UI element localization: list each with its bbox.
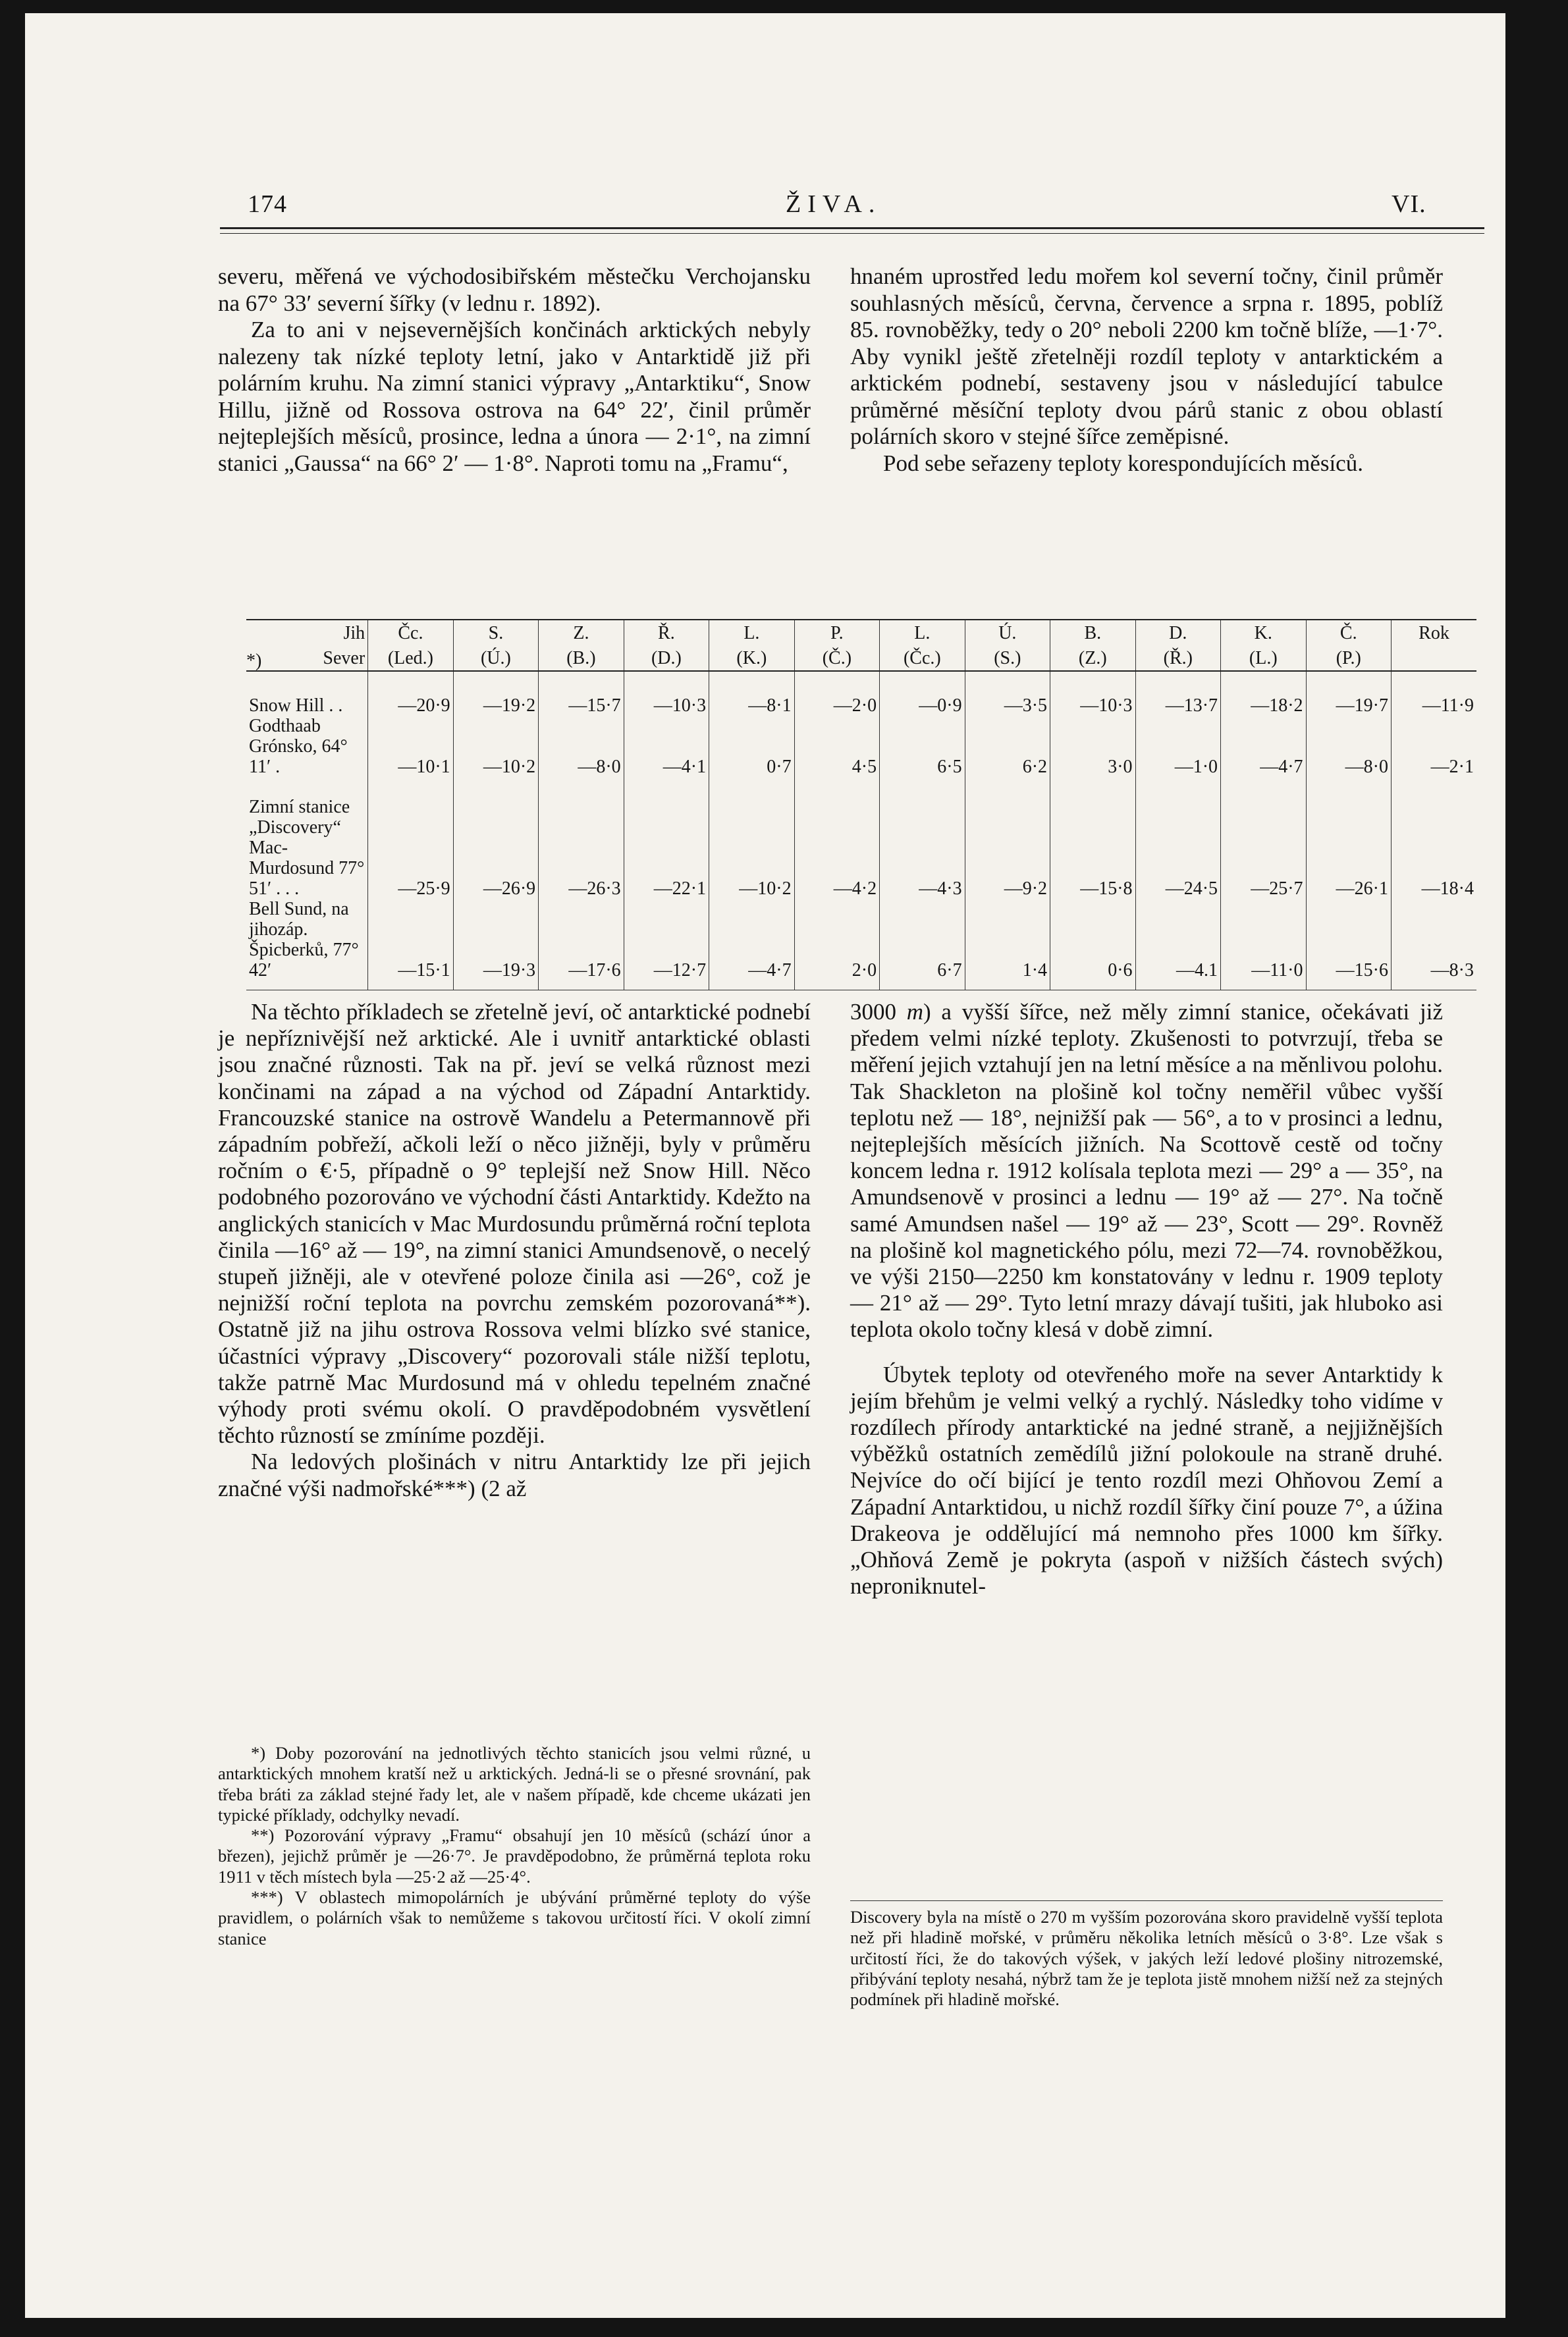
month-header-north: (P.) xyxy=(1306,645,1391,671)
volume-number: VI. xyxy=(1392,190,1426,218)
footnote: ***) V oblastech mimopolárních je ubývání průměrné teploty do výše pravidlem, o polárních však to nemůžeme s takovou určitostí říci. V okolí zimní stanice xyxy=(218,1887,811,1948)
month-header-north: (B.) xyxy=(539,645,624,671)
temperature-cell: —4.1 xyxy=(1135,899,1220,980)
temperature-cell: —10·3 xyxy=(624,671,709,716)
month-header-north: (Led.) xyxy=(368,645,453,671)
header-rule xyxy=(220,227,1484,229)
temperature-cell: 3·0 xyxy=(1050,716,1135,777)
spacer-cell xyxy=(246,980,368,990)
temperature-cell: —10·3 xyxy=(1050,671,1135,716)
month-header-south: Z. xyxy=(539,620,624,645)
temperature-cell: —4·2 xyxy=(794,777,879,899)
temperature-cell: —10·2 xyxy=(453,716,538,777)
paragraph: Za to ani v nejsevernějších končinách arktických nebyly nalezeny tak nízké teploty letní, jako v Antarktidě již při polárním kruhu. Na zimní stanici výpravy „Antarktiku“, Snow Hillu, jižně od Rossova ostrova na 64° 22′, činil průměr nejteplejších měsíců, prosince, ledna a února — 2·1°, na zimní stanici „Gaussa“ na 66° 2′ — 1·8°. Naproti tomu na „Framu“, xyxy=(218,317,811,476)
temperature-cell: —24·5 xyxy=(1135,777,1220,899)
month-header-north: (S.) xyxy=(965,645,1050,671)
month-header-south: L. xyxy=(709,620,794,645)
paragraph: Pod sebe seřazeny teploty korespondujících měsíců. xyxy=(883,450,1363,476)
month-header-south: Rok xyxy=(1392,620,1477,645)
paragraph: hnaném uprostřed ledu mořem kol severní točny, činil průměr souhlasných měsíců, června, července a srpna r. 1895, poblíž 85. rovnoběžky, tedy o 20° neboli 2200 km točně blíže, —1·7°. Aby vynikl ještě zřetelněji rozdíl teploty v antarktickém a arktickém podnebí, sestaveny jsou v následující tabulce průměrné měsíční teploty dvou párů stanic z obou oblastí polárních skoro v stejné šířce zeměpisné. xyxy=(850,263,1443,449)
spacer-cell xyxy=(1050,980,1135,990)
month-header-north: (L.) xyxy=(1221,645,1306,671)
station-name: Snow Hill . . xyxy=(249,695,343,716)
temperature-cell: —10·2 xyxy=(709,777,794,899)
table-header-south xyxy=(246,620,1476,645)
month-header-south: B. xyxy=(1050,620,1135,645)
temperature-cell: —3·5 xyxy=(965,671,1050,716)
body-left-column xyxy=(218,999,811,1502)
footnote: **) Pozorování výpravy „Framu“ obsahují jen 10 měsíců (schází únor a březen), jejichž průměr je —26·7°. Je pravděpodobno, že průměrná teplota roku 1911 v těch místech byla —25·2 až —25·4°. xyxy=(218,1825,811,1887)
month-header-south: D. xyxy=(1135,620,1220,645)
paragraph: severu, měřená ve východosibiřském městečku Verchojansku na 67° 33′ severní šířky (v lednu r. 1892). xyxy=(218,263,811,316)
table-footnote-mark: *) xyxy=(246,651,262,671)
table-body xyxy=(246,671,1476,990)
temperature-cell: —10·1 xyxy=(368,716,453,777)
temperature-cell: 0·6 xyxy=(1050,899,1135,980)
station-name: Godthaab Grónsko, 64° 11′ . xyxy=(249,716,348,777)
temperature-cell: —26·3 xyxy=(539,777,624,899)
temperature-cell: —15·8 xyxy=(1050,777,1135,899)
body-right-column xyxy=(850,999,1443,1599)
footnote-rule xyxy=(850,1900,1443,1901)
footnotes-left xyxy=(218,1743,811,1949)
spacer-cell xyxy=(1221,980,1306,990)
temperature-cell: —26·1 xyxy=(1306,777,1391,899)
temperature-cell: —8·1 xyxy=(709,671,794,716)
temperature-cell: —18·2 xyxy=(1221,671,1306,716)
month-header-south: Čc. xyxy=(368,620,453,645)
temperature-cell: 2·0 xyxy=(794,899,879,980)
table-bottom-spacer xyxy=(246,980,1476,990)
spacer-cell xyxy=(1392,980,1477,990)
temperature-cell: —18·4 xyxy=(1392,777,1477,899)
top-left-column xyxy=(218,263,811,477)
temperature-cell: —8·0 xyxy=(1306,716,1391,777)
temperature-cell: —4·7 xyxy=(709,899,794,980)
temperature-cell: —11·0 xyxy=(1221,899,1306,980)
temperature-cell: —12·7 xyxy=(624,899,709,980)
temperature-cell: —4·3 xyxy=(880,777,965,899)
temperature-cell: 1·4 xyxy=(965,899,1050,980)
running-title: ŽIVA. xyxy=(786,190,882,218)
spacer-cell xyxy=(539,980,624,990)
spacer-cell xyxy=(1306,980,1391,990)
footnote: *) Doby pozorování na jednotlivých těchto stanicích jsou velmi různé, u antarktických mnohem kratší než u arktických. Jedná-li se o přesné srovnání, pak třeba bráti za základ stejné řady let, ale v našem případě, kde chceme ukázati jen typické příklady, odchylky nevadí. xyxy=(218,1743,811,1825)
text-run: 3000 xyxy=(850,999,907,1025)
temperature-cell: —2·0 xyxy=(794,671,879,716)
temperature-table xyxy=(246,619,1476,990)
footnotes-right xyxy=(850,1907,1443,2010)
text-run: ) a vyšší šířce, než měly zimní stanice, očekávati již předem velmi nízké teploty. Zkušenosti to potvrzují, třeba se měření jejich vztahují jen na letní měsíce a na měnlivou polohu. Tak Shackleton na plošině kol točny neměřil vůbec vyšší teplotu než — 18°, nejnižší pak — 56°, a to v prosinci a lednu, nejteplejších měsících jižních. Na Scottově cestě od točny koncem ledna r. 1912 kolísala teplota mezi — 29° a — 35°, na Amundsenově v prosinci a lednu — 19° až — 27°. Na točně samé Amundsen našel — 19° až — 23°, Scott — 29°. Rovněž na plošině kol magnetického pólu, mezi 72—74. rovnoběžkou, ve výši 2150—2250 km konstatovány v lednu r. 1909 teploty — 21° až — 29°. Tyto letní mrazy dávají tušiti, jak hluboko asi teplota okolo točny klesá v době zimní. xyxy=(850,999,1443,1343)
month-header-south: Č. xyxy=(1306,620,1391,645)
temperature-cell: —4·1 xyxy=(624,716,709,777)
paragraph xyxy=(850,999,1443,1343)
month-header-south: P. xyxy=(794,620,879,645)
temperature-cell: 4·5 xyxy=(794,716,879,777)
spacer-cell xyxy=(453,980,538,990)
paragraph: Na těchto příkladech se zřetelně jeví, oč antarktické podnebí je nepříznivější než arktické. Ale i uvnitř antarktické oblasti jsou značné různosti. Tak na př. jeví se velká různost mezi končinami na západ a na východ od Západní Antarktidy. Francouzské stanice na ostrově Wandelu a Petermannově při západním pobřeží, ačkoli leží o něco jižněji, byly v průměru ročním o €·5, případně o 9° teplejší než Snow Hill. Něco podobného pozorováno ve východní části Antarktidy. Kdežto na anglických stanicích v Mac Murdosundu průměrná roční teplota činila —16° až — 19°, na zimní stanici Amundsenově, o necelý stupeň jižněji, ale v otevřené poloze činila asi —26°, což je nejnižší roční teplota na povrchu zemském pozorovaná**). Ostatně již na jihu ostrova Rossova velmi blízko své stanice, účastníci výpravy „Discovery“ pozorovali stále nižší teplotu, takže patrně Mac Murdosund má v ohledu tepelném značné výhody proti svému okolí. O pravděpodobném vysvětlení těchto růzností se zmíníme později. xyxy=(218,999,811,1449)
station-name: Zimní stanice „Discovery“ Mac-Murdosund 77° 51′ . . . xyxy=(249,797,365,899)
spacer-cell xyxy=(880,980,965,990)
table-row xyxy=(246,671,1476,716)
table-header-north xyxy=(246,645,1476,671)
temperature-cell: —8·3 xyxy=(1392,899,1477,980)
temperature-cell: —25·7 xyxy=(1221,777,1306,899)
month-header-south: Ú. xyxy=(965,620,1050,645)
month-header-north: (K.) xyxy=(709,645,794,671)
temperature-cell: —8·0 xyxy=(539,716,624,777)
table-row xyxy=(246,899,1476,980)
month-header-south: S. xyxy=(453,620,538,645)
header-rule-thin xyxy=(220,233,1484,234)
spacer-cell xyxy=(794,980,879,990)
temperature-cell: —19·3 xyxy=(453,899,538,980)
temperature-cell: —22·1 xyxy=(624,777,709,899)
table-row xyxy=(246,716,1476,777)
temperature-cell: —19·7 xyxy=(1306,671,1391,716)
month-header-north: (Ú.) xyxy=(453,645,538,671)
month-header-north: (D.) xyxy=(624,645,709,671)
temperature-cell: 6·2 xyxy=(965,716,1050,777)
temperature-cell: —15·1 xyxy=(368,899,453,980)
temperature-cell: —0·9 xyxy=(880,671,965,716)
spacer-cell xyxy=(709,980,794,990)
month-header-north: (Č.) xyxy=(794,645,879,671)
temperature-cell: —25·9 xyxy=(368,777,453,899)
month-header-north xyxy=(1392,645,1477,671)
temperature-cell: —15·6 xyxy=(1306,899,1391,980)
temperature-cell: —15·7 xyxy=(539,671,624,716)
temperature-cell: —26·9 xyxy=(453,777,538,899)
month-header-north: (Ř.) xyxy=(1135,645,1220,671)
temperature-cell: —20·9 xyxy=(368,671,453,716)
month-header-south: K. xyxy=(1221,620,1306,645)
paragraph: Úbytek teploty od otevřeného moře na sever Antarktidy k jejím břehům je velmi velký a rychlý. Následky toho vidíme v rozdílech přírody antarktické na jedné straně, a nejjižnějších výběžků ostatních zemědílů jižní polokoule na straně druhé. Nejvíce do očí bijící je tento rozdíl mezi Ohňovou Zemí a Západní Antarktidou, u nichž rozdíl šířky činí pouze 7°, a úžina Drakeova je oddělující má nemnoho přes 1000 km šířky. „Ohňová Země je pokryta (aspoň v nižších částech svých) neproniknutel- xyxy=(850,1361,1443,1599)
north-label: Sever xyxy=(246,645,368,671)
temperature-table-wrap xyxy=(246,619,1476,990)
page xyxy=(25,13,1505,2318)
south-label: Jih xyxy=(246,620,368,645)
temperature-cell: —9·2 xyxy=(965,777,1050,899)
spacer-cell xyxy=(965,980,1050,990)
temperature-cell: —1·0 xyxy=(1135,716,1220,777)
top-right-column xyxy=(850,263,1443,477)
temperature-cell: —2·1 xyxy=(1392,716,1477,777)
month-header-north: (Čc.) xyxy=(880,645,965,671)
month-header-north: (Z.) xyxy=(1050,645,1135,671)
table-row xyxy=(246,777,1476,899)
temperature-cell: —13·7 xyxy=(1135,671,1220,716)
spacer-cell xyxy=(1135,980,1220,990)
temperature-cell: 0·7 xyxy=(709,716,794,777)
station-name: Bell Sund, na jihozáp. Špicberků, 77° 42′ xyxy=(249,899,359,980)
temperature-cell: —11·9 xyxy=(1392,671,1477,716)
temperature-cell: 6·7 xyxy=(880,899,965,980)
temperature-cell: —4·7 xyxy=(1221,716,1306,777)
month-header-south: Ř. xyxy=(624,620,709,645)
spacer-cell xyxy=(624,980,709,990)
temperature-cell: —17·6 xyxy=(539,899,624,980)
month-header-south: L. xyxy=(880,620,965,645)
footnote: Discovery byla na místě o 270 m vyšším pozorována skoro pravidelně vyšší teplota než při hladině mořské, v průměru několika letních měsíců o 3·8°. Lze však s určitostí říci, že do takových výšek, v jakých leží ledové plošiny nitrozemské, přibývání teploty nesahá, nýbrž tam že je teplota jistě mnohem nižší než za stejných podmínek při hladině mořské. xyxy=(850,1907,1443,2010)
unit-text: m xyxy=(906,999,924,1025)
temperature-cell: 6·5 xyxy=(880,716,965,777)
temperature-cell: —19·2 xyxy=(453,671,538,716)
spacer-cell xyxy=(368,980,453,990)
page-number: 174 xyxy=(248,190,287,218)
paragraph: Na ledových plošinách v nitru Antarktidy lze při jejich značné výši nadmořské***) (2 až xyxy=(218,1449,811,1501)
